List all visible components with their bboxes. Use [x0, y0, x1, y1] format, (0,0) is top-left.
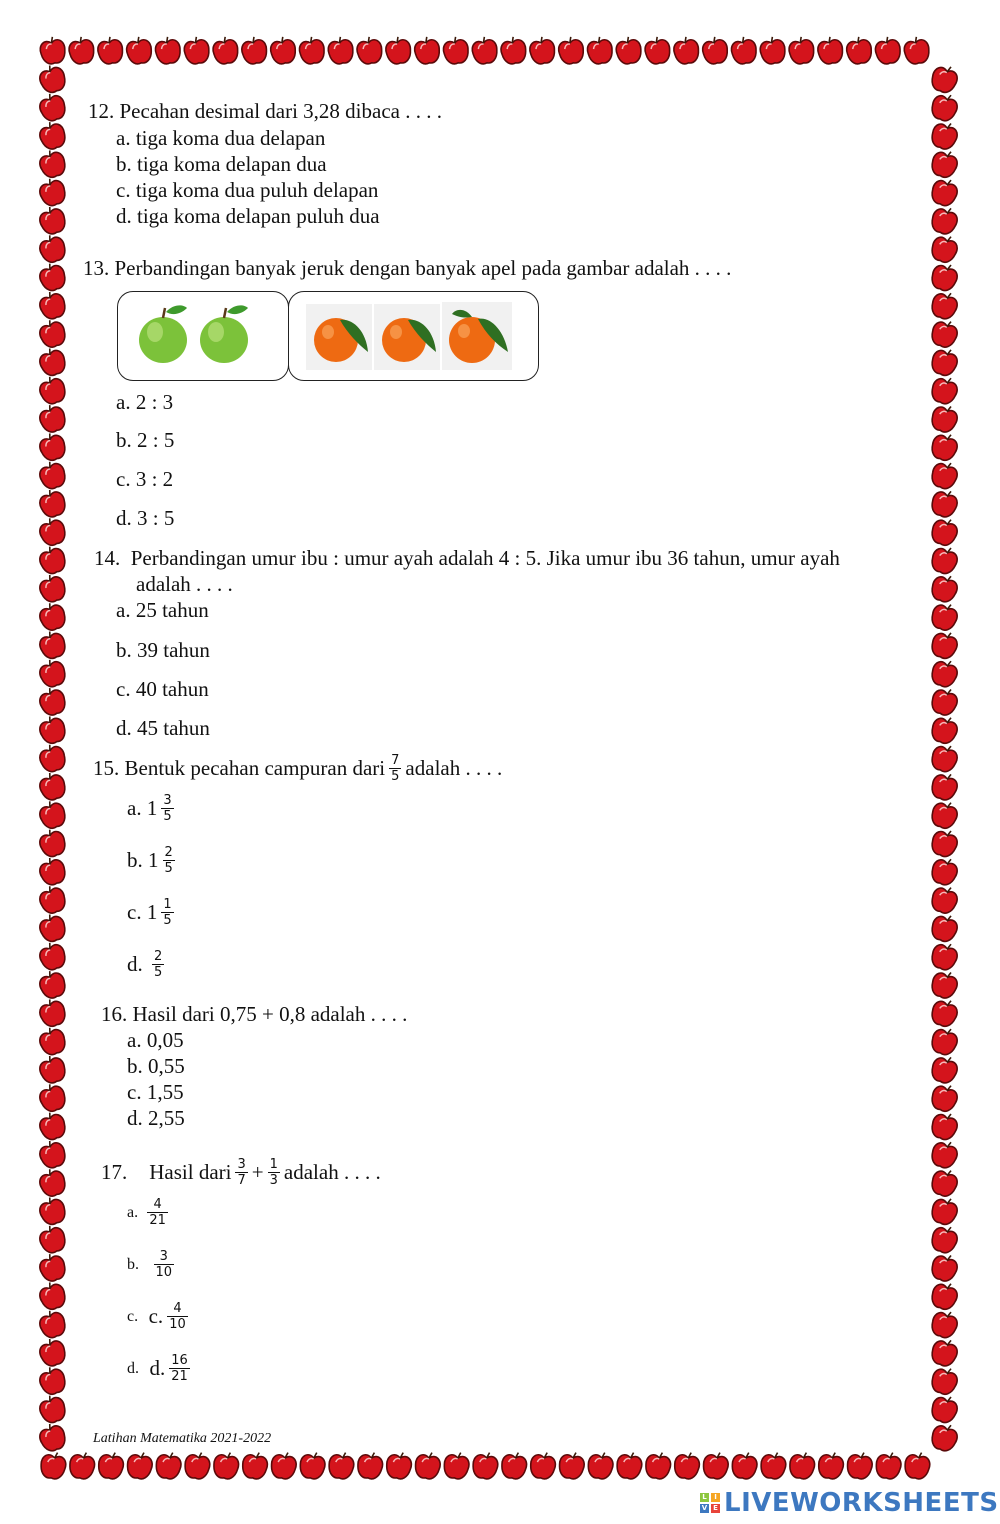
- border-apple-icon: [928, 430, 960, 463]
- border-apple-icon: [39, 1450, 68, 1480]
- question-13-option-b[interactable]: b. 2 : 5: [116, 428, 175, 452]
- border-apple-icon: [928, 1279, 960, 1312]
- liveworksheets-wordmark: LIVEWORKSHEETS: [724, 1488, 999, 1518]
- border-apple-icon: [36, 600, 68, 633]
- border-apple-icon: [269, 1450, 298, 1480]
- question-15-option-c[interactable]: c. 1 $\frac{1}{5}$: [127, 897, 172, 928]
- border-apple-icon: [928, 203, 960, 236]
- border-apple-icon: [928, 656, 960, 689]
- border-apple-icon: [528, 35, 557, 65]
- border-apple-icon: [36, 1307, 68, 1340]
- border-apple-icon: [36, 458, 68, 491]
- border-apple-icon: [36, 203, 68, 236]
- border-apple-icon: [928, 175, 960, 208]
- border-apple-icon: [928, 1109, 960, 1142]
- border-apple-icon: [36, 656, 68, 689]
- question-13-option-c[interactable]: c. 3 : 2: [116, 467, 174, 491]
- border-apple-icon: [470, 35, 499, 65]
- orange-icon: [374, 304, 440, 370]
- border-apple-icon: [928, 1307, 960, 1340]
- border-apple-icon: [471, 1450, 500, 1480]
- border-apple-icon: [902, 35, 931, 65]
- question-16-option-c[interactable]: c. 1,55: [127, 1080, 184, 1104]
- orange-icon: [306, 304, 372, 370]
- border-apple-icon: [903, 1450, 932, 1480]
- border-apple-icon: [787, 35, 816, 65]
- border-apple-icon: [928, 883, 960, 916]
- question-14-option-a[interactable]: a. 25 tahun: [116, 598, 209, 622]
- question-13-option-a[interactable]: a. 2 : 3: [116, 390, 174, 414]
- border-apple-icon: [928, 628, 960, 661]
- border-apple-icon: [816, 35, 845, 65]
- border-apple-icon: [36, 1081, 68, 1114]
- border-apple-icon: [928, 1364, 960, 1397]
- question-15-option-a[interactable]: a. 1 $\frac{3}{5}$: [127, 793, 172, 824]
- border-apple-icon: [355, 35, 384, 65]
- question-16-prompt: 16. Hasil dari 0,75 + 0,8 adalah . . . .: [101, 1002, 408, 1026]
- border-apple-icon: [928, 543, 960, 576]
- border-apple-icon: [36, 373, 68, 406]
- border-apple-icon: [928, 1420, 960, 1453]
- border-apple-icon: [36, 769, 68, 802]
- border-apple-icon: [356, 1450, 385, 1480]
- border-apple-icon: [36, 232, 68, 265]
- apple-icon: [196, 302, 252, 366]
- border-apple-icon: [928, 232, 960, 265]
- question-14-prompt: 14. Perbandingan umur ibu : umur ayah adalah 4 : 5. Jika umur ibu 36 tahun, umur ayah: [94, 546, 840, 570]
- border-apple-icon: [36, 939, 68, 972]
- border-apple-icon: [153, 35, 182, 65]
- border-apple-icon: [183, 1450, 212, 1480]
- question-14-prompt-cont: adalah . . . .: [136, 572, 233, 596]
- border-apple-icon: [182, 35, 211, 65]
- question-12-option-a[interactable]: a. tiga koma dua delapan: [116, 126, 326, 150]
- border-apple-icon: [701, 1450, 730, 1480]
- border-apple-icon: [928, 1392, 960, 1425]
- border-apple-icon: [36, 90, 68, 123]
- question-13-option-d[interactable]: d. 3 : 5: [116, 506, 175, 530]
- border-apple-icon: [36, 1137, 68, 1170]
- border-apple-icon: [36, 345, 68, 378]
- question-12-option-c[interactable]: c. tiga koma dua puluh delapan: [116, 178, 379, 202]
- apple-icon: [135, 302, 191, 366]
- border-apple-icon: [269, 35, 298, 65]
- border-apple-icon: [36, 741, 68, 774]
- border-apple-icon: [36, 1364, 68, 1397]
- border-apple-icon: [211, 35, 240, 65]
- border-apple-icon: [36, 119, 68, 152]
- border-apple-icon: [845, 35, 874, 65]
- border-apple-icon: [928, 119, 960, 152]
- border-apple-icon: [928, 317, 960, 350]
- border-apple-icon: [928, 1251, 960, 1284]
- border-apple-icon: [36, 62, 68, 95]
- border-apple-icon: [873, 35, 902, 65]
- liveworksheets-logo[interactable]: [700, 1488, 999, 1518]
- border-apple-icon: [928, 1222, 960, 1255]
- border-apple-icon: [96, 35, 125, 65]
- border-apple-icon: [36, 826, 68, 859]
- border-apple-icon: [928, 939, 960, 972]
- fraction: $\frac{7}{5}$: [391, 753, 400, 784]
- border-apple-icon: [36, 288, 68, 321]
- border-apple-icon: [326, 35, 355, 65]
- border-apple-icon: [36, 968, 68, 1001]
- border-apple-icon: [36, 911, 68, 944]
- border-apple-icon: [845, 1450, 874, 1480]
- question-12-prompt: 12. Pecahan desimal dari 3,28 dibaca . . . .: [88, 99, 442, 123]
- question-17-prompt: 17. Hasil dari $\frac{3}{7}$ + $\frac{1}{3}$ adalah . . . .: [101, 1157, 381, 1188]
- question-15-prompt: 15. Bentuk pecahan campuran dari $\frac{7}{5}$ adalah . . . .: [93, 753, 503, 784]
- border-apple-icon: [928, 486, 960, 519]
- border-apple-icon: [928, 1335, 960, 1368]
- border-apple-icon: [701, 35, 730, 65]
- border-apple-icon: [928, 62, 960, 95]
- border-apple-icon: [928, 996, 960, 1029]
- border-apple-icon: [36, 1335, 68, 1368]
- border-apple-icon: [125, 35, 154, 65]
- border-apple-icon: [643, 35, 672, 65]
- question-12-option-b[interactable]: b. tiga koma delapan dua: [116, 152, 327, 176]
- border-apple-icon: [297, 35, 326, 65]
- border-apple-icon: [384, 35, 413, 65]
- border-apple-icon: [500, 1450, 529, 1480]
- question-16-option-d[interactable]: d. 2,55: [127, 1106, 185, 1130]
- liveworksheets-icon: L I V E: [700, 1493, 720, 1513]
- border-apple-icon: [928, 458, 960, 491]
- border-apple-icon: [644, 1450, 673, 1480]
- question-13-prompt: 13. Perbandingan banyak jeruk dengan banyak apel pada gambar adalah . . . .: [83, 256, 732, 280]
- border-apple-icon: [36, 402, 68, 435]
- border-apple-icon: [36, 1024, 68, 1057]
- question-16-option-a[interactable]: a. 0,05: [127, 1028, 184, 1052]
- border-apple-icon: [928, 741, 960, 774]
- border-apple-icon: [36, 175, 68, 208]
- border-apple-icon: [240, 35, 269, 65]
- border-apple-icon: [928, 600, 960, 633]
- border-apple-icon: [928, 713, 960, 746]
- border-apple-icon: [36, 883, 68, 916]
- border-apple-icon: [125, 1450, 154, 1480]
- border-apple-icon: [614, 35, 643, 65]
- border-apple-icon: [36, 854, 68, 887]
- border-apple-icon: [36, 1052, 68, 1085]
- border-apple-icon: [38, 35, 67, 65]
- border-apple-icon: [928, 1137, 960, 1170]
- border-apple-icon: [36, 685, 68, 718]
- border-apple-icon: [730, 1450, 759, 1480]
- question-14-option-c[interactable]: c. 40 tahun: [116, 677, 209, 701]
- border-apple-icon: [928, 826, 960, 859]
- border-apple-icon: [442, 1450, 471, 1480]
- border-apple-icon: [729, 35, 758, 65]
- border-apple-icon: [528, 1450, 557, 1480]
- border-apple-icon: [413, 1450, 442, 1480]
- question-17-option-d[interactable]: d. d. $\frac{16}{21}$: [127, 1353, 188, 1384]
- border-apple-icon: [384, 1450, 413, 1480]
- border-apple-icon: [36, 543, 68, 576]
- border-apple-icon: [788, 1450, 817, 1480]
- question-16-option-b[interactable]: b. 0,55: [127, 1054, 185, 1078]
- border-apple-icon: [928, 1194, 960, 1227]
- border-apple-icon: [36, 1420, 68, 1453]
- orange-icon: [442, 302, 512, 370]
- border-apple-icon: [928, 402, 960, 435]
- question-17-option-b[interactable]: b. $\frac{3}{10}$: [127, 1249, 173, 1280]
- border-apple-icon: [928, 515, 960, 548]
- border-apple-icon: [557, 35, 586, 65]
- border-apple-icon: [36, 571, 68, 604]
- border-apple-icon: [36, 628, 68, 661]
- footer-text: Latihan Matematika 2021-2022: [93, 1431, 272, 1446]
- border-apple-icon: [928, 147, 960, 180]
- border-apple-icon: [36, 798, 68, 831]
- question-12-option-d[interactable]: d. tiga koma delapan puluh dua: [116, 204, 380, 228]
- question-17-option-c[interactable]: c. c. $\frac{4}{10}$: [127, 1301, 186, 1332]
- border-apple-icon: [36, 1109, 68, 1142]
- border-apple-icon: [928, 685, 960, 718]
- border-apple-icon: [499, 35, 528, 65]
- border-apple-icon: [68, 1450, 97, 1480]
- border-apple-icon: [36, 1279, 68, 1312]
- border-apple-icon: [928, 1166, 960, 1199]
- border-apple-icon: [298, 1450, 327, 1480]
- border-apple-icon: [36, 515, 68, 548]
- border-apple-icon: [928, 288, 960, 321]
- border-apple-icon: [413, 35, 442, 65]
- border-apple-icon: [36, 713, 68, 746]
- border-apple-icon: [36, 1392, 68, 1425]
- border-apple-icon: [96, 1450, 125, 1480]
- border-apple-icon: [759, 1450, 788, 1480]
- question-14-option-d[interactable]: d. 45 tahun: [116, 716, 210, 740]
- border-apple-icon: [928, 911, 960, 944]
- border-apple-icon: [36, 147, 68, 180]
- question-17-option-a[interactable]: a. $\frac{4}{21}$: [127, 1197, 166, 1228]
- border-apple-icon: [327, 1450, 356, 1480]
- border-apple-icon: [928, 968, 960, 1001]
- border-apple-icon: [441, 35, 470, 65]
- border-apple-icon: [615, 1450, 644, 1480]
- border-apple-icon: [36, 1222, 68, 1255]
- border-apple-icon: [585, 35, 614, 65]
- border-apple-icon: [816, 1450, 845, 1480]
- border-apple-icon: [36, 1251, 68, 1284]
- border-apple-icon: [928, 798, 960, 831]
- border-apple-icon: [672, 1450, 701, 1480]
- border-apple-icon: [928, 345, 960, 378]
- border-apple-icon: [36, 317, 68, 350]
- border-apple-icon: [154, 1450, 183, 1480]
- border-apple-icon: [212, 1450, 241, 1480]
- border-apple-icon: [240, 1450, 269, 1480]
- border-apple-icon: [928, 1024, 960, 1057]
- border-apple-icon: [928, 854, 960, 887]
- border-apple-icon: [928, 571, 960, 604]
- border-apple-icon: [36, 486, 68, 519]
- border-apple-icon: [758, 35, 787, 65]
- border-apple-icon: [36, 1166, 68, 1199]
- question-15-option-b[interactable]: b. 1 $\frac{2}{5}$: [127, 845, 173, 876]
- border-apple-icon: [928, 1081, 960, 1114]
- border-apple-icon: [36, 1194, 68, 1227]
- question-14-option-b[interactable]: b. 39 tahun: [116, 638, 210, 662]
- border-apple-icon: [928, 260, 960, 293]
- border-apple-icon: [928, 373, 960, 406]
- border-apple-icon: [928, 1052, 960, 1085]
- question-15-option-d[interactable]: d. $\frac{2}{5}$: [127, 949, 163, 980]
- border-apple-icon: [928, 90, 960, 123]
- border-apple-icon: [928, 769, 960, 802]
- border-apple-icon: [672, 35, 701, 65]
- border-apple-icon: [557, 1450, 586, 1480]
- border-apple-icon: [36, 260, 68, 293]
- border-apple-icon: [36, 996, 68, 1029]
- border-apple-icon: [586, 1450, 615, 1480]
- border-apple-icon: [874, 1450, 903, 1480]
- border-apple-icon: [36, 430, 68, 463]
- border-apple-icon: [67, 35, 96, 65]
